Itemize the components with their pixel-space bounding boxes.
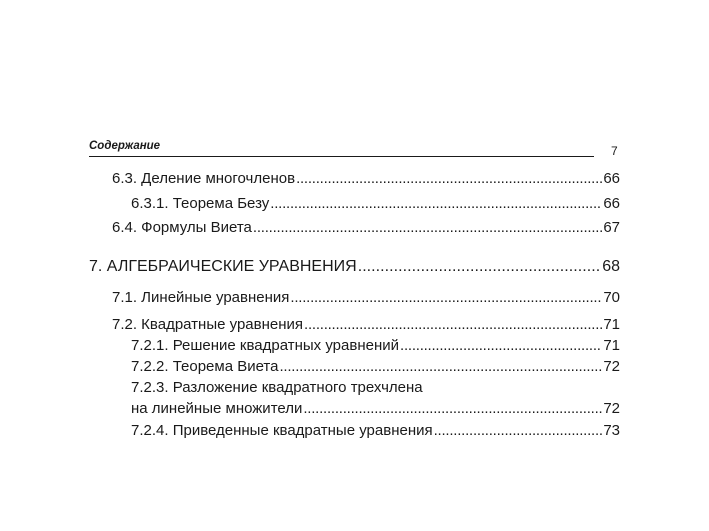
dot-leader — [400, 337, 602, 355]
toc-entry-7-2-3-first-line[interactable] — [131, 379, 423, 397]
dot-leader — [253, 219, 602, 237]
toc-chapter-7[interactable] — [89, 258, 620, 276]
toc-entry-7-2[interactable] — [112, 316, 620, 334]
toc-entry-7-2-4[interactable] — [131, 422, 620, 440]
toc-entry-title: 6.4. Формулы Виета — [112, 219, 252, 236]
toc-entry-title: 6.3. Деление многочленов — [112, 170, 296, 187]
toc-entry-7-2-3[interactable] — [131, 400, 620, 418]
running-head — [89, 138, 594, 157]
toc-entry-title: 7.2. Квадратные уравнения — [112, 316, 304, 333]
dot-leader — [434, 422, 603, 440]
dot-leader — [290, 289, 602, 307]
dot-leader — [304, 316, 602, 334]
toc-entry-page: 72 — [603, 400, 620, 417]
toc-entry-title: на линейные множители — [131, 400, 303, 417]
toc-entry-title: 7.1. Линейные уравнения — [112, 289, 290, 306]
dot-leader — [279, 358, 602, 376]
toc-entry-title: 7.2.3. Разложение квадратного трехчлена — [131, 379, 423, 396]
toc-entry-page: 73 — [603, 422, 620, 439]
toc-entry-7-1[interactable] — [112, 289, 620, 307]
toc-entry-7-2-2[interactable] — [131, 358, 620, 376]
toc-entry-page: 68 — [602, 258, 620, 275]
toc-entry-title: 7.2.1. Решение квадратных уравнений — [131, 337, 400, 354]
running-title: Содержание — [89, 140, 161, 152]
toc-entry-page: 71 — [603, 337, 620, 354]
toc-entry-6-3[interactable] — [112, 170, 620, 188]
dot-leader — [303, 400, 602, 418]
dot-leader — [358, 258, 602, 276]
toc-entry-6-3-1[interactable] — [131, 195, 620, 213]
toc-entry-page: 72 — [603, 358, 620, 375]
toc-entry-page: 70 — [603, 289, 620, 306]
dot-leader — [296, 170, 602, 188]
toc-entry-page: 71 — [603, 316, 620, 333]
toc-entry-page: 66 — [603, 195, 620, 212]
page-number: 7 — [611, 144, 618, 158]
toc-entry-title: 7.2.4. Приведенные квадратные уравнения — [131, 422, 433, 439]
toc-entry-7-2-1[interactable] — [131, 337, 620, 355]
toc-entry-title: 7. АЛГЕБРАИЧЕСКИЕ УРАВНЕНИЯ — [89, 258, 357, 275]
toc-entry-title: 6.3.1. Теорема Безу — [131, 195, 270, 212]
dot-leader — [270, 195, 602, 213]
toc-entry-page: 66 — [603, 170, 620, 187]
toc-entry-page: 67 — [603, 219, 620, 236]
toc-entry-title: 7.2.2. Теорема Виета — [131, 358, 279, 375]
toc-entry-6-4[interactable] — [112, 219, 620, 237]
